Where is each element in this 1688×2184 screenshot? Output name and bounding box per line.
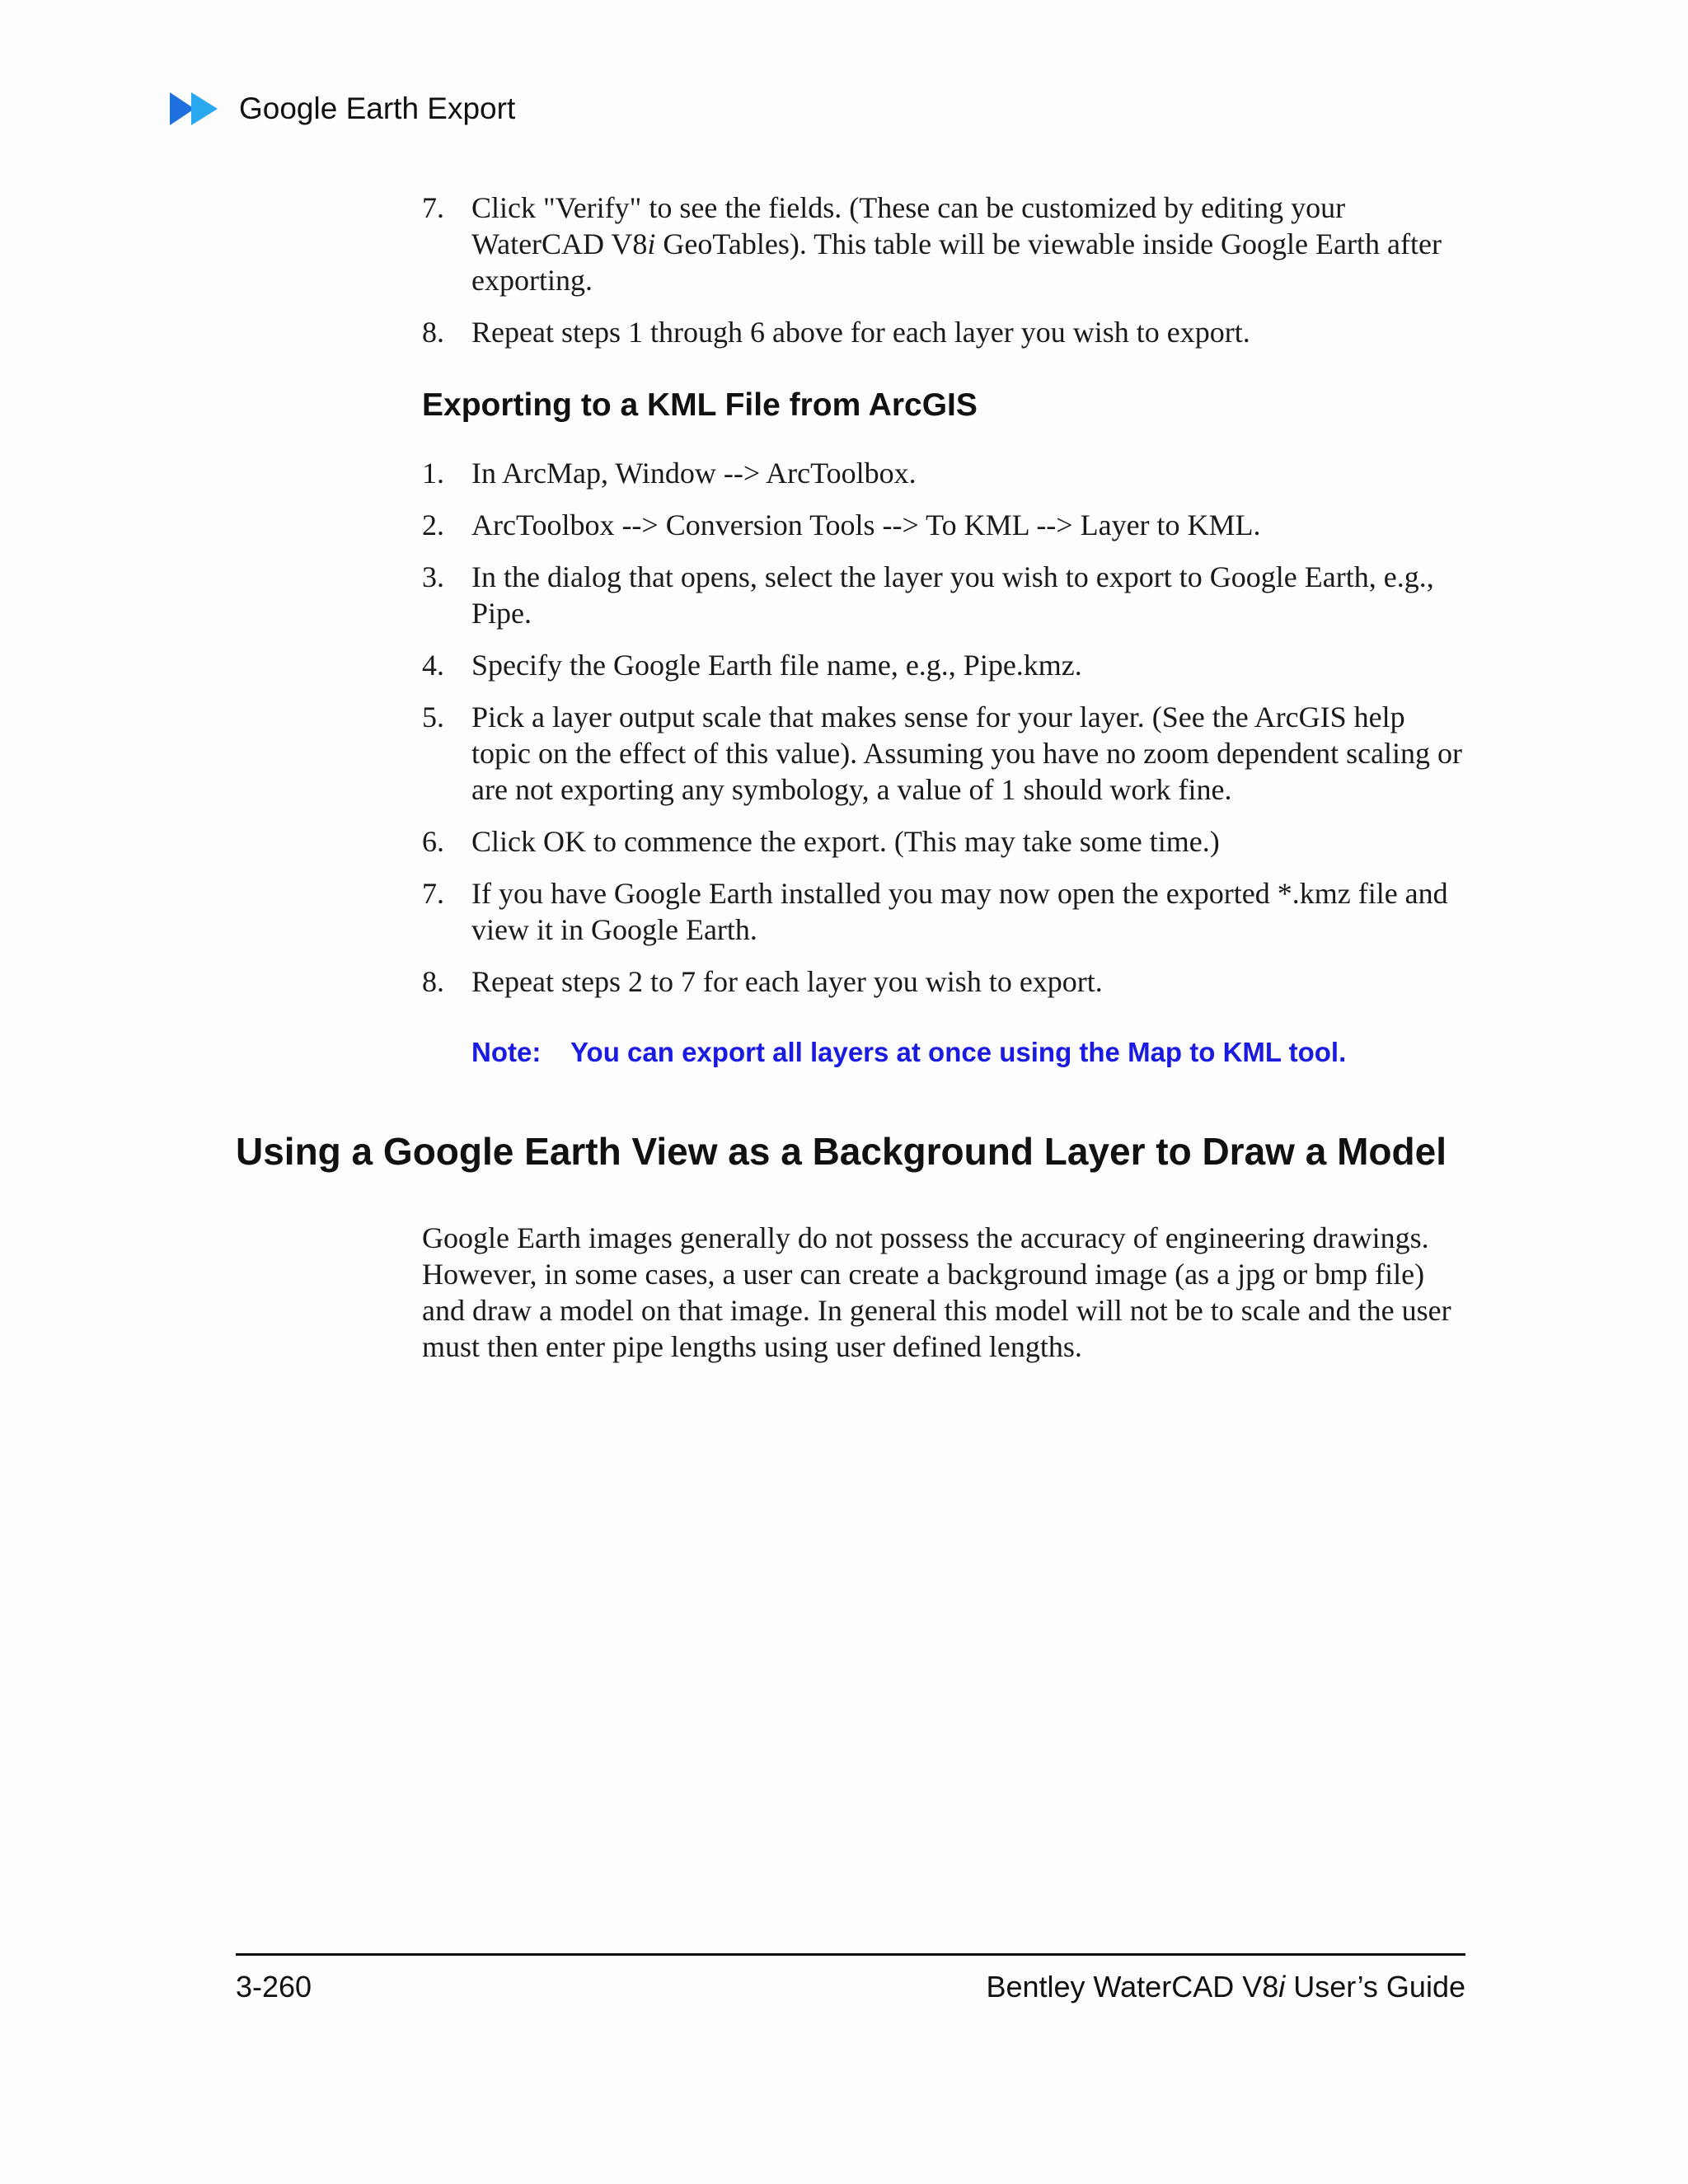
note-text: You can export all layers at once using the Map to KML tool. bbox=[570, 1037, 1347, 1067]
list-item: 5. Pick a layer output scale that makes sense for your layer. (See the ArcGIS help topic on the effect of this value). Assuming you have no zoom dependent scaling or are not exporting any symbology, a value of 1 should work fine. bbox=[422, 701, 1463, 806]
list-item: 6. Click OK to commence the export. (This may take some time.) bbox=[422, 825, 1220, 858]
double-chevron-icon bbox=[170, 91, 223, 127]
list-item: 2. ArcToolbox --> Conversion Tools --> To KML --> Layer to KML. bbox=[422, 509, 1261, 541]
note-label: Note: bbox=[471, 1037, 542, 1067]
steps-top-list bbox=[422, 190, 1465, 366]
list-item: 3. In the dialog that opens, select the layer you wish to export to Google Earth, e.g., Pipe. bbox=[422, 560, 1434, 630]
footer-rule bbox=[236, 1953, 1465, 1956]
guide-title: Bentley WaterCAD V8i User’s Guide bbox=[986, 1970, 1465, 2004]
header-title: Google Earth Export bbox=[239, 91, 516, 125]
list-item: 1. In ArcMap, Window --> ArcToolbox. bbox=[422, 457, 917, 490]
background-paragraph: Google Earth images generally do not possess the accuracy of engineering drawings. However, in some cases, a user can create a background image (as a jpg or bmp file) and draw a model on that image. In general this model will not be to scale and the user must then enter pipe lengths using user defined lengths. bbox=[422, 1221, 1451, 1363]
list-item bbox=[422, 314, 1465, 350]
step-text: Click "Verify" to see the fields. (These can be customized by editing your WaterCAD V8i GeoTables). This table will be viewable inside Google Earth after exporting. bbox=[471, 191, 1442, 297]
note-callout bbox=[471, 1037, 1346, 1068]
list-item: 7. If you have Google Earth installed you may now open the exported *.kmz file and view it in Google Earth. bbox=[422, 877, 1448, 946]
page-header bbox=[170, 86, 515, 132]
list-item: 4. Specify the Google Earth file name, e.g., Pipe.kmz. bbox=[422, 649, 1082, 682]
step-number: 7. bbox=[422, 191, 444, 224]
page-number: 3-260 bbox=[236, 1970, 312, 2004]
kml-steps-list bbox=[422, 455, 1465, 1015]
step-number: 8. bbox=[422, 316, 444, 349]
list-item: 8. Repeat steps 2 to 7 for each layer you wish to export. bbox=[422, 965, 1103, 998]
kml-section-heading: Exporting to a KML File from ArcGIS bbox=[422, 387, 978, 423]
step-text: Repeat steps 1 through 6 above for each layer you wish to export. bbox=[471, 316, 1250, 349]
list-item bbox=[422, 190, 1465, 298]
background-section-heading: Using a Google Earth View as a Background Layer to Draw a Model bbox=[236, 1130, 1447, 1173]
